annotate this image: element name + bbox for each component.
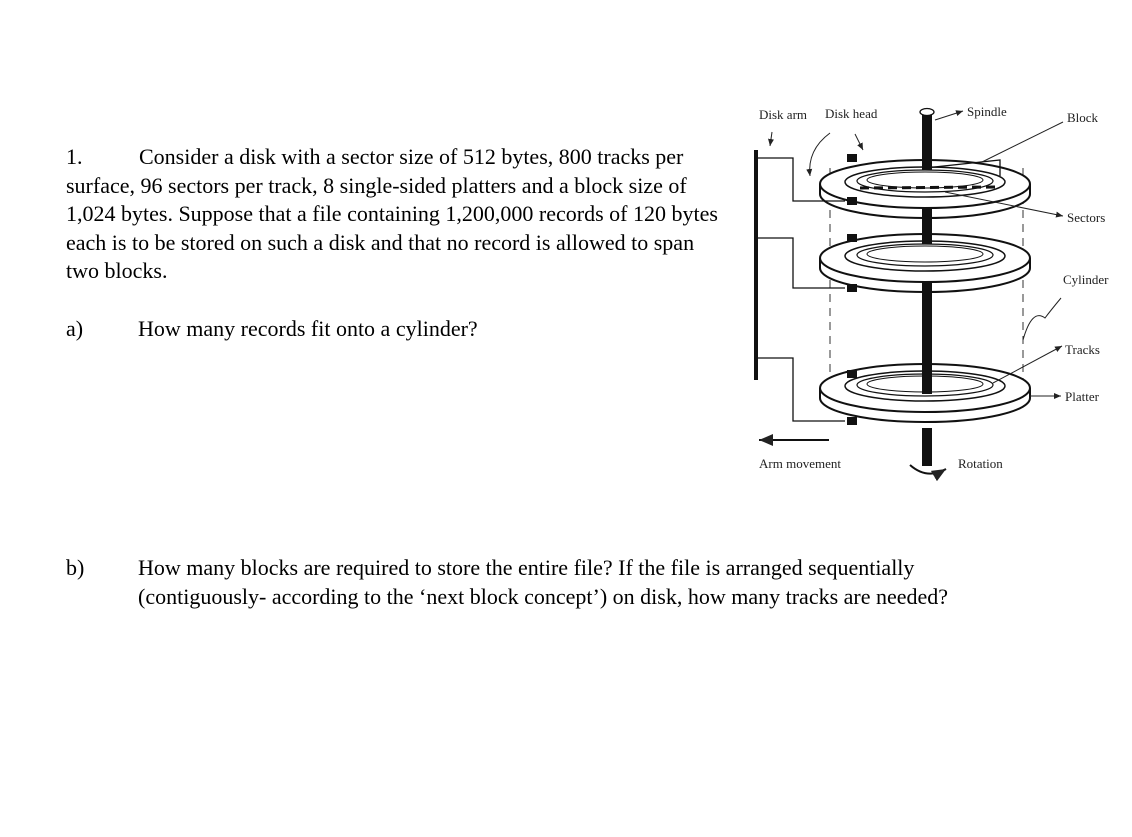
label-arm-movement: Arm movement xyxy=(759,456,841,471)
label-spindle: Spindle xyxy=(967,104,1007,119)
label-tracks: Tracks xyxy=(1065,342,1100,357)
label-rotation: Rotation xyxy=(958,456,1003,471)
label-sectors: Sectors xyxy=(1067,210,1106,225)
part-b-label: b) xyxy=(66,555,85,580)
label-disk-head: Disk head xyxy=(825,106,878,121)
label-block: Block xyxy=(1067,110,1099,125)
part-a-label: a) xyxy=(66,316,84,341)
question-1 xyxy=(66,143,726,286)
question-text: Consider a disk with a sector size of 512 bytes, 800 tracks per surface, 96 sectors per track, 8 single-sided platters and a block size of 1,024 bytes. Suppose that a file containing 1,200,000 records of 120 bytes each is to be stored on such a disk and that no record is allowed to span two blocks. xyxy=(66,144,718,283)
rotation-arrow xyxy=(910,465,946,474)
disk-diagram xyxy=(745,98,1125,488)
label-cylinder: Cylinder xyxy=(1063,272,1109,287)
part-b-text: How many blocks are required to store the entire file? If the file is arranged sequentially (contiguously- according to the ‘next block concept’) on disk, how many tracks are needed? xyxy=(138,555,949,609)
part-a-text: How many records fit onto a cylinder? xyxy=(138,316,478,341)
label-platter: Platter xyxy=(1065,389,1099,404)
label-disk-arm: Disk arm xyxy=(759,107,808,122)
arm-post xyxy=(754,150,758,380)
question-number: 1. xyxy=(66,144,83,169)
